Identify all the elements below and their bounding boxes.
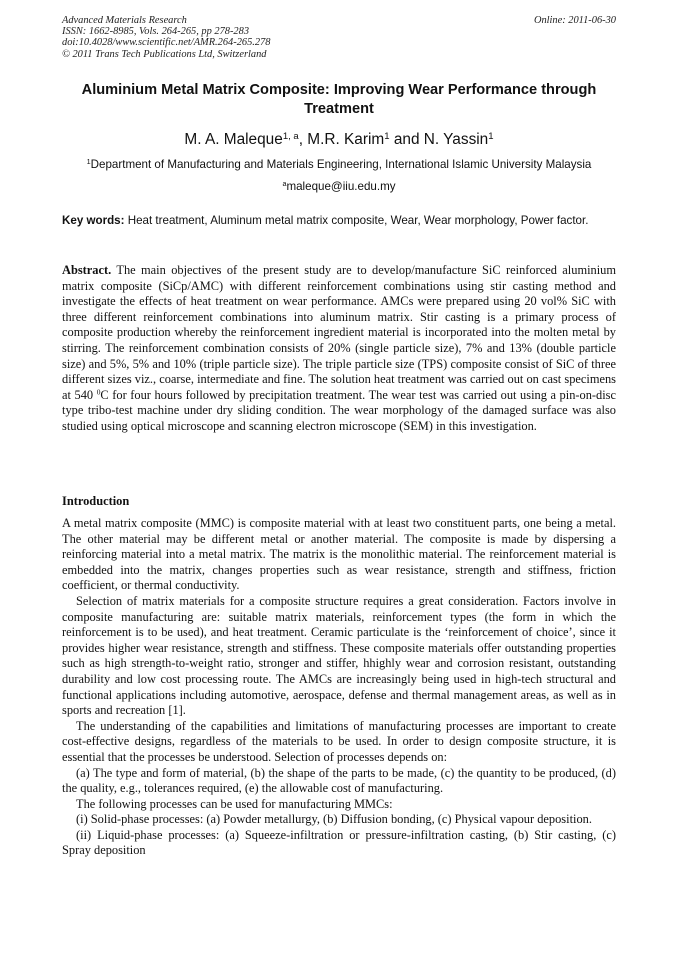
- contact-email: [62, 179, 616, 194]
- author-affiliation-mark: 1: [488, 130, 494, 142]
- journal-header: [62, 15, 270, 60]
- body-paragraph: (a) The type and form of material, (b) the shape of the parts to be made, (c) the quantity to be produced, (d) the quality, e.g., tolerances required, (e) the allowable cost of manufacturing.: [62, 765, 616, 796]
- introduction-body: [62, 516, 616, 859]
- affiliation-text: Department of Manufacturing and Materials Engineering, International Islamic University Malaysia: [90, 158, 592, 171]
- copyright-line: © 2011 Trans Tech Publications Ltd, Switzerland: [62, 48, 267, 60]
- journal-name: Advanced Materials Research: [62, 15, 187, 26]
- email-mark: a: [282, 179, 287, 189]
- affiliation: [54, 157, 624, 172]
- section-heading-introduction: Introduction: [62, 494, 130, 508]
- keywords-label: Key words:: [62, 214, 125, 227]
- doi-line: doi:10.4028/www.scientific.net/AMR.264-265.278: [62, 37, 271, 49]
- abstract: [62, 263, 616, 435]
- keywords: [62, 213, 616, 228]
- online-date: Online: 2011-06-30: [533, 15, 616, 26]
- paper-title: Aluminium Metal Matrix Composite: Improving Wear Performance through Treatment: [81, 82, 597, 117]
- body-paragraph: (ii) Liquid-phase processes: (a) Squeeze-infiltration or pressure-infiltration casting, (b) Stir casting, (c) Spray deposition: [62, 827, 616, 858]
- author-separator: and: [389, 131, 424, 148]
- email-text: maleque@iiu.edu.my: [286, 180, 396, 193]
- author-separator: ,: [298, 131, 308, 148]
- affiliation-mark: 1: [86, 157, 91, 167]
- keywords-text: Heat treatment, Aluminum metal matrix composite, Wear, Wear morphology, Power factor.: [124, 214, 589, 227]
- body-paragraph: Selection of matrix materials for a composite structure requires a great consideration. Factors involve in composite manufacturing are: suitable matrix materials, reinforcement types (the form in which the reinforcement is to be used), and heat treatment. Ceramic particulate is the ‘reinforcement of choice’, since it provides higher wear resistance, strength and stiffness. These composite materials offer outstanding properties such as high strength-to-weight ratio, stronger and stiffer, hhighly wear and corrosion resistant, outstanding durability and low cost processing route. The AMCs are increasingly being used in high-tech structural and functional applications including automotive, aerospace, defense and thermal management areas, as well as in sports and recreation [1].: [62, 593, 616, 718]
- author-name: N. Yassin: [423, 131, 489, 148]
- body-paragraph: The following processes can be used for manufacturing MMCs:: [76, 796, 393, 811]
- abstract-text: The main objectives of the present study are to develop/manufacture SiC reinforced aluminium matrix composite (SiCp/AMC) with different reinforcement combinations using stir casting method and investigate the effects of heat treatment on wear performance. AMCs were prepared using 20 vol% SiC with three different reinforcement combinations into aluminum matrix. Stir casting is a primary process of composite production whereby the reinforcement ingredient material is incorporated into the molten metal by stirring. The reinforcement combination consists of 20% (single particle size), 7% and 13% (double particle size) and 5%, 5% and 10% (triple particle size). The triple particle size (TPS) composite consist of SiC of three different sizes viz., coarse, intermediate and fine. The solution heat treatment was carried out on cast specimens at 540: [62, 263, 616, 402]
- body-paragraph: A metal matrix composite (MMC) is composite material with at least two constituent parts, one being a metal. The other material may be different metal or another material. The composite is made by dispersing a reinforcing material into a metal matrix. The matrix is the monolithic material. The reinforcement material is embedded into the matrix, changes properties such as wear resistance, strength and stiffness, friction coefficient, or thermal conductivity.: [62, 516, 616, 593]
- author-name: M. A. Maleque: [184, 131, 283, 148]
- abstract-text-continued: C for four hours followed by precipitation treatment. The wear test was carried out using a pin-on-disc type tribo-test machine under dry sliding condition. The wear morphology of the damaged surface was also studied using optical microscope and scanning electron microscope (SEM) in this investigation.: [62, 387, 616, 433]
- body-paragraph: The understanding of the capabilities and limitations of manufacturing processes are important to create cost-effective designs, regardless of the materials to be used. In order to design composite structure, it is essential that the processes be understood. Selection of processes depends on:: [62, 718, 616, 764]
- author-affiliation-mark: 1: [384, 130, 390, 142]
- abstract-paragraph: [62, 263, 616, 435]
- author-name: M.R. Karim: [307, 131, 385, 148]
- author-list: [62, 130, 616, 150]
- abstract-label: Abstract.: [62, 263, 112, 277]
- body-paragraph: (i) Solid-phase processes: (a) Powder metallurgy, (b) Diffusion bonding, (c) Physical vapour deposition.: [76, 812, 592, 827]
- author-affiliation-mark: 1, a: [282, 130, 299, 142]
- degree-mark: 0: [96, 387, 101, 397]
- issn-line: ISSN: 1662-8985, Vols. 264-265, pp 278-283: [62, 26, 250, 38]
